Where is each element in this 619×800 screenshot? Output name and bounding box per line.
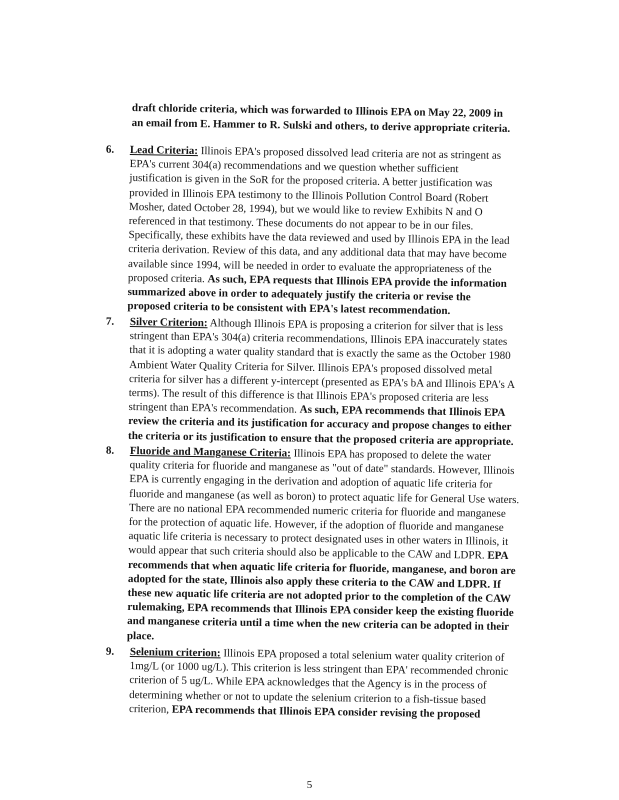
comment-item-lead bbox=[105, 143, 514, 319]
comment-item-fluoride-manganese bbox=[105, 444, 522, 649]
item-recommendation: EPA recommends that when aquatic life criteria for fluoride, manganese, and boron are adopted for the state, Illinois also apply these criteria to the CAW and LDPR. If these new aquatic life criteria are not adopted prior to the completion of the CAW rulemaking, EPA recommends that Illinois EPA consider keep the existing fluoride and manganese criteria until a time when the new criteria can be adopted in their place. bbox=[126, 550, 516, 643]
item-number: 8. bbox=[105, 444, 115, 457]
item-heading: Silver Criterion: bbox=[129, 315, 208, 330]
item-recommendation: As such, EPA recommends that Illinois EPA review the criteria and its justification for accuracy and propose changes to either the criteria or its justification to ensure that the proposed criteria are appropriate. bbox=[128, 403, 514, 448]
item-recommendation: EPA recommends that Illinois EPA consider revising the proposed bbox=[171, 703, 481, 721]
item-body: Although Illinois EPA is proposing a criterion for silver that is less stringent than EPA's 304(a) criteria recommendations, Illinois EPA inaccurately states that it is adopting a water quality standard that is exactly the same as the October 1980 Ambient Water Quality Criteria for Silver. Illinois EPA's proposed dissolved metal criteria for silver has a different y-intercept (presented as EPA's bA and Illinois EPA's A terms). The result of this difference is that Illinois EPA's proposed criteria are less stringent than EPA's recommendation. bbox=[128, 317, 515, 416]
item-heading: Fluoride and Manganese Criteria: bbox=[129, 444, 291, 460]
item-recommendation: As such, EPA requests that Illinois EPA provide the information summarized above in order to adequately justify the criteria or revise the proposed criteria to be consistent with EPA's latest recommendation. bbox=[127, 273, 507, 318]
item-number: 6. bbox=[105, 143, 115, 156]
item-body: Illinois EPA has proposed to delete the water quality criteria for fluoride and manganese as "out of date" standards. However, Illinois EPA is currently engaging in the derivation and adoption of aquatic life criteria for fluoride and manganese (as well as boron) to protect aquatic life for General Use waters. There are no national EPA recommended numeric criteria for fluoride and manganese for the protection of aquatic life. However, if the adoption of fluoride and manganese aquatic life criteria is necessary to protect designated uses in other waters in Illinois, it would appear that such criteria should also be applicable to the CAW and LDPR. bbox=[128, 447, 520, 563]
item-heading: Selenium criterion: bbox=[129, 645, 221, 660]
item-number: 7. bbox=[105, 315, 115, 328]
item-heading: Lead Criteria: bbox=[129, 143, 199, 158]
intro-paragraph bbox=[132, 101, 516, 137]
item-body: Illinois EPA proposed a total selenium water quality criterion of 1mg/L (or 1000 ug/L). This criterion is less stringent than EPA' recommended chronic criterion of 5 ug/L. While EPA acknowledges that the Agency is in the process of determining whether or not to update the selenium criterion to a fish-tissue based criterion, bbox=[128, 647, 509, 716]
page-number: 5 bbox=[306, 779, 313, 791]
comment-item-selenium bbox=[105, 645, 522, 722]
item-number: 9. bbox=[105, 645, 115, 658]
intro-text: draft chloride criteria, which was forwarded to Illinois EPA on May 22, 2009 in an email from E. Hammer to R. Sulski and others, to derive appropriate criteria. bbox=[131, 101, 511, 135]
comment-item-silver bbox=[105, 315, 518, 449]
item-body: Illinois EPA's proposed dissolved lead criteria are not as stringent as EPA's current 304(a) recommendations and we question whether sufficient justification is given in the SoR for the proposed criteria. A better justification was provided in Illinois EPA testimony to the Illinois Pollution Control Board (Robert Mosher, dated October 28, 1994), but we would like to review Exhibits N and O referenced in that testimony. These documents do not appear to be in our files. Specifically, these exhibits have the data reviewed and used by Illinois EPA in the lead criteria derivation. Review of this data, and any additional data that may have become available since 1994, will be needed in order to evaluate the appropriateness of the proposed criteria. bbox=[127, 145, 510, 286]
